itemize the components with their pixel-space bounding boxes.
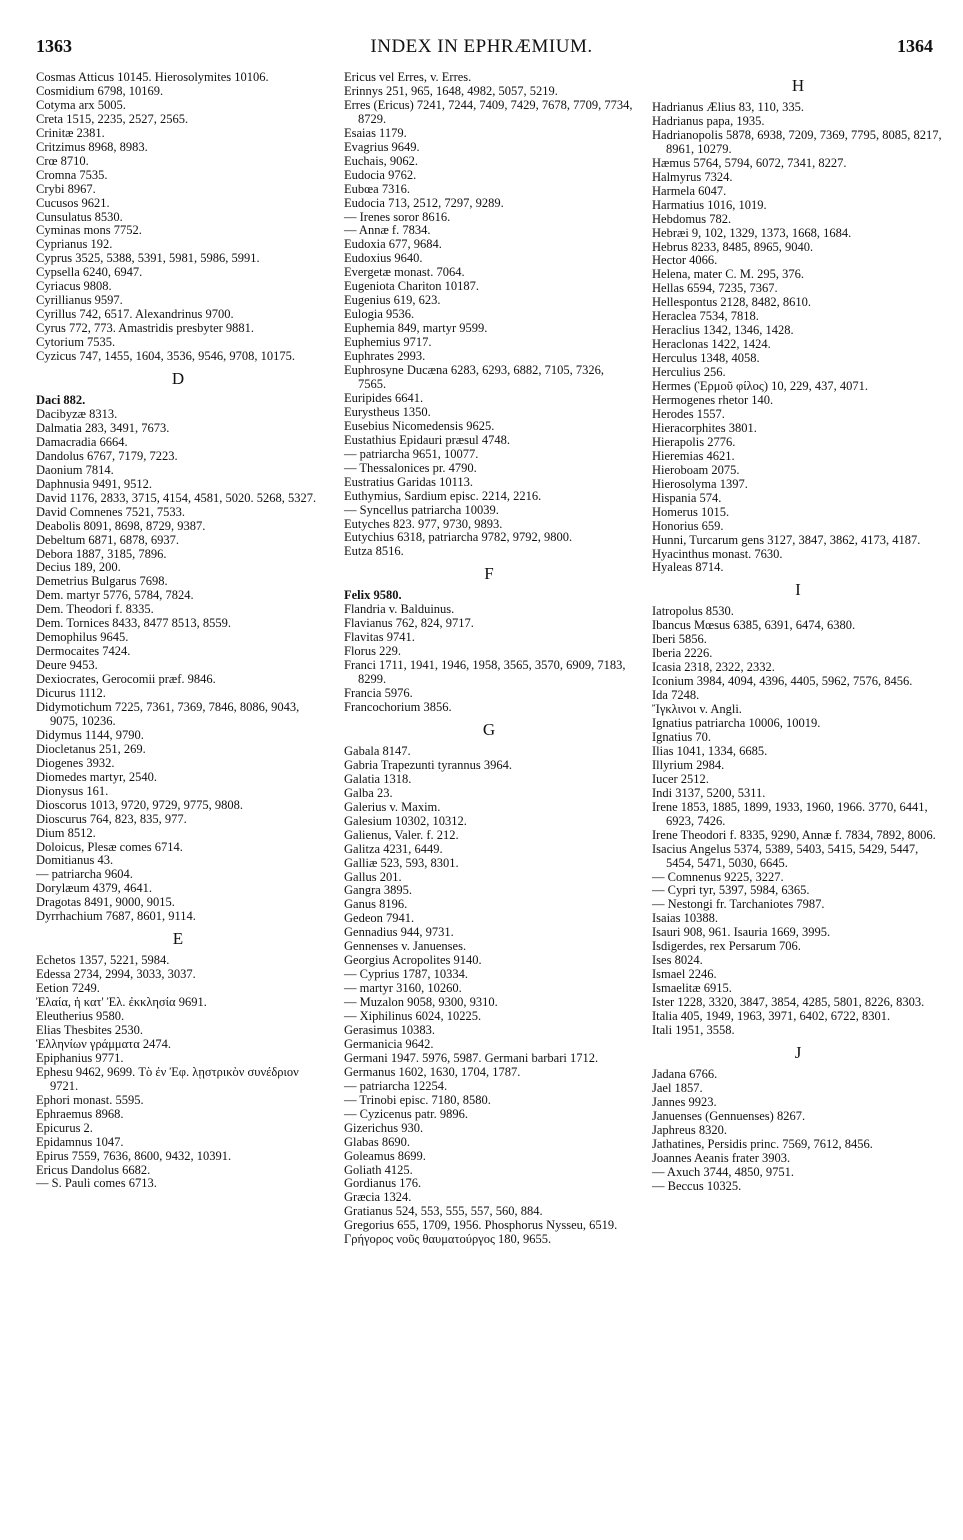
- index-entry: Crœ 8710.: [36, 153, 89, 168]
- index-entry: Iatropolus 8530.: [652, 604, 734, 619]
- index-entry: Hebdomus 782.: [652, 211, 732, 226]
- index-entry: — patriarcha 12254.: [344, 1078, 448, 1093]
- index-entry: Ἐλαία, ἡ κατ' Ἐλ. ἐκκλησία 9691.: [36, 995, 207, 1010]
- index-entry: Echetos 1357, 5221, 5984.: [36, 953, 170, 968]
- index-entry: Hæmus 5764, 5794, 6072, 7341, 8227.: [652, 155, 847, 170]
- index-entry: Helena, mater C. M. 295, 376.: [652, 267, 805, 282]
- page-title: INDEX IN EPHRÆMIUM.: [370, 36, 593, 57]
- index-entry: Demophilus 9645.: [36, 630, 129, 645]
- index-entry: Gennenses v. Januenses.: [344, 939, 467, 954]
- index-entry: Elias Thesbites 2530.: [36, 1023, 144, 1037]
- index-entry: Icasia 2318, 2322, 2332.: [652, 660, 775, 675]
- index-entry: — Muzalon 9058, 9300, 9310.: [344, 995, 498, 1010]
- index-entry: Cytorium 7535.: [36, 335, 116, 350]
- index-entry: Irene 1853, 1885, 1899, 1933, 1960, 1966. 3770, 6441, 6923, 7426.: [652, 799, 928, 828]
- index-entry: Jadana 6766.: [652, 1066, 718, 1081]
- index-entry: Ises 8024.: [652, 953, 703, 968]
- index-entry: — Annæ f. 7834.: [344, 223, 431, 238]
- index-entry: Galliæ 523, 593, 8301.: [344, 855, 459, 870]
- index-entry: Eulogia 9536.: [344, 307, 415, 322]
- index-entry: Georgius Acropolites 9140.: [344, 953, 482, 968]
- page-header: [0, 32, 963, 62]
- index-entry: Goleamus 8699.: [344, 1148, 426, 1163]
- index-entry: Harmela 6047.: [652, 183, 727, 198]
- index-entry: Eubœa 7316.: [344, 181, 410, 196]
- index-entry: Euphrates 2993.: [344, 349, 426, 364]
- index-entry: Flavianus 762, 824, 9717.: [344, 616, 474, 631]
- index-entry: Isacius Angelus 5374, 5389, 5403, 5415, 5429, 5447, 5454, 5471, 5030, 6645.: [652, 841, 919, 870]
- index-entry: Dem. martyr 5776, 5784, 7824.: [36, 588, 194, 603]
- index-entry: Euchais, 9062.: [344, 153, 418, 168]
- index-entry: — patriarcha 9651, 10077.: [344, 446, 479, 461]
- index-entry: Eleutherius 9580.: [36, 1009, 125, 1024]
- index-entry: Euripides 6641.: [344, 390, 424, 405]
- index-entry: Euthymius, Sardium episc. 2214, 2216.: [344, 488, 542, 503]
- index-entry: — S. Pauli comes 6713.: [36, 1176, 157, 1191]
- section-letter-heading: G: [482, 719, 496, 739]
- index-entry: Galesium 10302, 10312.: [344, 813, 467, 828]
- index-entry: Demetrius Bulgarus 7698.: [36, 574, 168, 589]
- section-letter-heading: F: [484, 564, 494, 584]
- index-entry: Daci 882.: [36, 393, 86, 408]
- index-entry: Diomedes martyr, 2540.: [36, 769, 158, 784]
- index-entry: Cyzicus 747, 1455, 1604, 3536, 9546, 9708, 10175.: [36, 349, 296, 364]
- index-entry: Heraclonas 1422, 1424.: [652, 337, 771, 352]
- index-entry: Harmatius 1016, 1019.: [652, 197, 767, 212]
- index-column-2: [344, 71, 634, 1247]
- index-entry: Ganus 8196.: [344, 897, 408, 912]
- index-entry: Dexiocrates, Gerocomii præf. 9846.: [36, 672, 216, 687]
- index-entry: David Comnenes 7521, 7533.: [36, 504, 185, 519]
- index-entry: Ἴγκλινοι v. Angli.: [652, 702, 742, 717]
- section-letter-heading: D: [171, 369, 185, 389]
- index-entry: Eustratius Garidas 10113.: [344, 474, 474, 489]
- index-entry: Florus 229.: [344, 644, 401, 659]
- index-entry: Epiphanius 9771.: [36, 1050, 124, 1065]
- index-entry: Herculius 256.: [652, 365, 726, 380]
- index-entry: Erinnys 251, 965, 1648, 4982, 5057, 5219.: [344, 83, 558, 98]
- index-entry: — Cyprius 1787, 10334.: [344, 967, 468, 982]
- index-entry: Halmyrus 7324.: [652, 169, 733, 184]
- index-entry: Germanicia 9642.: [344, 1036, 434, 1051]
- index-entry: Hierapolis 2776.: [652, 434, 736, 449]
- index-entry: Ephraemus 8968.: [36, 1106, 124, 1121]
- index-entry: Cyrillianus 9597.: [36, 293, 123, 308]
- index-entry: Italia 405, 1949, 1963, 3971, 6402, 6722, 8301.: [652, 1009, 891, 1024]
- index-column-1: [36, 71, 320, 1191]
- index-entry: Eugenius 619, 623.: [344, 293, 441, 308]
- index-entry: Isauri 908, 961. Isauria 1669, 3995.: [652, 925, 831, 940]
- index-entry: Irene Theodori f. 8335, 9290, Annæ f. 7834, 7892, 8006.: [652, 827, 936, 842]
- index-entry: Cunsulatus 8530.: [36, 209, 123, 224]
- index-entry: Cyprus 3525, 5388, 5391, 5981, 5986, 5991.: [36, 251, 260, 266]
- index-entry: Joannes Aeanis frater 3903.: [652, 1150, 791, 1165]
- index-entry: Dorylæum 4379, 4641.: [36, 881, 152, 896]
- index-entry: Franci 1711, 1941, 1946, 1958, 3565, 3570, 6909, 7183, 8299.: [344, 658, 626, 687]
- index-entry: Hunni, Turcarum gens 3127, 3847, 3862, 4173, 4187.: [652, 532, 921, 547]
- index-entry: Gerasimus 10383.: [344, 1023, 435, 1037]
- index-entry: Gizerichus 930.: [344, 1120, 424, 1135]
- index-entry: Hieroboam 2075.: [652, 462, 740, 477]
- index-entry: Dem. Theodori f. 8335.: [36, 602, 154, 617]
- index-entry: Indi 3137, 5200, 5311.: [652, 785, 766, 800]
- index-entry: Eutyches 823. 977, 9730, 9893.: [344, 516, 503, 531]
- index-entry: Doloicus, Plesæ comes 6714.: [36, 839, 183, 854]
- index-entry: Debeltum 6871, 6878, 6937.: [36, 532, 180, 547]
- index-entry: Eusebius Nicomedensis 9625.: [344, 418, 495, 433]
- index-entry: Diogenes 3932.: [36, 755, 115, 770]
- index-entry: Gregorius 655, 1709, 1956. Phosphorus Nysseu, 6519.: [344, 1218, 618, 1233]
- index-entry: Ephesu 9462, 9699. Τὸ ἐν Ἐφ. λῃστρικὸν συνέδριον 9721.: [36, 1064, 299, 1093]
- index-entry: Jathatines, Persidis princ. 7569, 7612, 8456.: [652, 1136, 873, 1151]
- index-entry: — Cypri tyr, 5397, 5984, 6365.: [652, 883, 810, 898]
- index-entry: — Trinobi episc. 7180, 8580.: [344, 1092, 491, 1107]
- index-entry: — Irenes soror 8616.: [344, 209, 451, 224]
- index-entry: Ignatius 70.: [652, 729, 712, 744]
- index-entry: Gratianus 524, 553, 555, 557, 560, 884.: [344, 1204, 543, 1219]
- index-entry: Honorius 659.: [652, 518, 724, 533]
- index-entry: Gordianus 176.: [344, 1176, 422, 1191]
- index-entry: Ida 7248.: [652, 688, 700, 703]
- index-entry: Iberi 5856.: [652, 632, 707, 647]
- index-entry: Critzimus 8968, 8983.: [36, 139, 148, 154]
- section-letter-heading: H: [791, 76, 805, 95]
- index-entry: Francochorium 3856.: [344, 699, 452, 714]
- index-entry: Hebrus 8233, 8485, 8965, 9040.: [652, 239, 814, 254]
- index-entry: Ignatius patriarcha 10006, 10019.: [652, 716, 821, 731]
- index-entry: Cyrus 772, 773. Amastridis presbyter 9881.: [36, 321, 255, 336]
- index-entry: — Axuch 3744, 4850, 9751.: [652, 1164, 795, 1179]
- index-entry: Eutza 8516.: [344, 544, 404, 559]
- index-entry: David 1176, 2833, 3715, 4154, 4581, 5020. 5268, 5327.: [36, 490, 317, 505]
- index-entry: Decius 189, 200.: [36, 560, 121, 575]
- index-entry: Hieremias 4621.: [652, 448, 735, 463]
- index-entry: Dicurus 1112.: [36, 686, 106, 701]
- index-entry: Euphrosyne Ducæna 6283, 6293, 6882, 7105, 7326, 7565.: [344, 363, 605, 391]
- index-entry: Cotyma arx 5005.: [36, 97, 126, 112]
- index-entry: Galatia 1318.: [344, 771, 412, 786]
- index-entry: Herodes 1557.: [652, 406, 725, 421]
- index-entry: Daphnusia 9491, 9512.: [36, 476, 152, 491]
- index-entry: Itali 1951, 3558.: [652, 1023, 735, 1037]
- index-entry: — Nestongi fr. Tarchaniotes 7987.: [652, 897, 825, 912]
- index-entry: — Comnenus 9225, 3227.: [652, 869, 784, 884]
- index-entry: Januenses (Gennuenses) 8267.: [652, 1108, 806, 1123]
- index-entry: Cyprianus 192.: [36, 237, 113, 252]
- index-entry: Dalmatia 283, 3491, 7673.: [36, 420, 170, 435]
- section-letter-heading: E: [172, 929, 184, 949]
- index-entry: Felix 9580.: [344, 588, 402, 603]
- index-entry: Græcia 1324.: [344, 1190, 412, 1205]
- index-entry: Herculus 1348, 4058.: [652, 351, 760, 366]
- index-entry: Hadrianopolis 5878, 6938, 7209, 7369, 7795, 8085, 8217, 8961, 10279.: [652, 127, 942, 156]
- index-entry: — patriarcha 9604.: [36, 867, 133, 882]
- index-entry: Goliath 4125.: [344, 1162, 413, 1177]
- index-entry: Eutychius 6318, patriarcha 9782, 9792, 9800.: [344, 530, 573, 545]
- index-entry: Homerus 1015.: [652, 504, 730, 519]
- index-entry: Isaias 10388.: [652, 911, 718, 926]
- index-entry: Francia 5976.: [344, 686, 413, 701]
- index-entry: Eudocia 713, 2512, 7297, 9289.: [344, 195, 504, 210]
- index-entry: Ephori monast. 5595.: [36, 1092, 144, 1107]
- index-entry: Eudoxia 677, 9684.: [344, 237, 442, 252]
- index-entry: Japhreus 8320.: [652, 1122, 727, 1137]
- section-letter-heading: J: [794, 1042, 802, 1062]
- index-entry: Eustathius Epidauri præsul 4748.: [344, 432, 510, 447]
- index-entry: Dioscurus 764, 823, 835, 977.: [36, 811, 187, 826]
- index-entry: Crybi 8967.: [36, 181, 96, 196]
- index-entry: Ister 1228, 3320, 3847, 3854, 4285, 5801, 8226, 8303.: [652, 995, 925, 1010]
- index-entry: Flandria v. Balduinus.: [344, 602, 455, 617]
- index-entry: Gallus 201.: [344, 869, 402, 884]
- index-entry: — Beccus 10325.: [652, 1178, 742, 1193]
- index-entry: — Syncellus patriarcha 10039.: [344, 502, 499, 517]
- index-entry: Eugeniota Chariton 10187.: [344, 279, 480, 294]
- index-entry: Eudocia 9762.: [344, 167, 417, 182]
- index-entry: Isdigerdes, rex Persarum 706.: [652, 939, 801, 954]
- index-entry: Cyrillus 742, 6517. Alexandrinus 9700.: [36, 307, 234, 322]
- index-entry: Hector 4066.: [652, 253, 718, 268]
- index-entry: Cyminas mons 7752.: [36, 223, 142, 238]
- index-entry: Epidamnus 1047.: [36, 1134, 124, 1149]
- index-entry: Dionysus 161.: [36, 783, 109, 798]
- index-entry: Germanus 1602, 1630, 1704, 1787.: [344, 1064, 521, 1079]
- index-entry: — martyr 3160, 10260.: [344, 981, 462, 996]
- index-entry: Gennadius 944, 9731.: [344, 925, 454, 940]
- index-entry: Dem. Tornices 8433, 8477 8513, 8559.: [36, 616, 232, 631]
- index-entry: Dacibyzæ 8313.: [36, 406, 118, 421]
- index-entry: Hermogenes rhetor 140.: [652, 393, 774, 408]
- index-entry: Gedeon 7941.: [344, 911, 415, 926]
- index-entry: Eurystheus 1350.: [344, 404, 431, 419]
- index-entry: Deure 9453.: [36, 658, 98, 673]
- index-entry: Gabala 8147.: [344, 743, 411, 758]
- index-entry: Hyacinthus monast. 7630.: [652, 546, 783, 561]
- index-entry: — Thessalonices pr. 4790.: [344, 460, 477, 475]
- index-entry: Daonium 7814.: [36, 462, 114, 477]
- index-entry: Hellespontus 2128, 8482, 8610.: [652, 295, 812, 310]
- index-entry: Iconium 3984, 4094, 4396, 4405, 5962, 7576, 8456.: [652, 674, 913, 689]
- index-entry: Epicurus 2.: [36, 1120, 93, 1135]
- index-entry: Debora 1887, 3185, 7896.: [36, 546, 167, 561]
- index-entry: Galienus, Valer. f. 212.: [344, 827, 459, 842]
- index-entry: Hermes (Ἑρμοῦ φίλος) 10, 229, 437, 4071.: [652, 379, 869, 394]
- index-entry: Creta 1515, 2235, 2527, 2565.: [36, 111, 189, 126]
- index-entry: Illyrium 2984.: [652, 757, 725, 772]
- index-entry: Hyaleas 8714.: [652, 560, 724, 575]
- index-entry: Ἑλληνίων γράμματα 2474.: [36, 1036, 172, 1051]
- index-entry: Hierosolyma 1397.: [652, 476, 748, 491]
- index-entry: Epirus 7559, 7636, 8600, 9432, 10391.: [36, 1148, 232, 1163]
- index-entry: Glabas 8690.: [344, 1134, 410, 1149]
- index-entry: Cypsella 6240, 6947.: [36, 265, 143, 280]
- page-number-right: 1364: [897, 36, 933, 56]
- index-entry: Cyriacus 9808.: [36, 279, 112, 294]
- index-entry: — Xiphilinus 6024, 10225.: [344, 1009, 482, 1024]
- index-entry: Gangra 3895.: [344, 883, 413, 898]
- index-entry: Cosmidium 6798, 10169.: [36, 83, 164, 98]
- index-entry: Flavitas 9741.: [344, 630, 415, 645]
- index-entry: Γρήγορος νοῦς θαυματούργος 180, 9655.: [344, 1232, 552, 1247]
- index-entry: Ibancus Mœsus 6385, 6391, 6474, 6380.: [652, 618, 856, 633]
- index-entry: Hadrianus Ælius 83, 110, 335.: [652, 100, 804, 114]
- page-number-left: 1363: [36, 36, 72, 56]
- index-entry: Dragotas 8491, 9000, 9015.: [36, 895, 175, 910]
- index-entry: Iucer 2512.: [652, 771, 709, 786]
- index-entry: Evergetæ monast. 7064.: [344, 265, 465, 280]
- index-entry: Didymotichum 7225, 7361, 7369, 7846, 8086, 9043, 9075, 10236.: [36, 699, 300, 728]
- index-entry: Ismael 2246.: [652, 967, 717, 982]
- index-entry: Dium 8512.: [36, 825, 96, 840]
- index-entry: Eudoxius 9640.: [344, 251, 423, 266]
- index-entry: Damacradia 6664.: [36, 434, 128, 449]
- index-entry: Jael 1857.: [652, 1080, 703, 1095]
- index-entry: Hadrianus papa, 1935.: [652, 113, 765, 128]
- index-entry: Heraclea 7534, 7818.: [652, 309, 759, 324]
- index-entry: Hieracorphites 3801.: [652, 420, 757, 435]
- index-entry: Erres (Ericus) 7241, 7244, 7409, 7429, 7678, 7709, 7734, 8729.: [344, 97, 633, 126]
- index-entry: Ericus vel Erres, v. Erres.: [344, 70, 472, 84]
- index-entry: Diocletanus 251, 269.: [36, 741, 146, 756]
- index-entry: Hebræi 9, 102, 1329, 1373, 1668, 1684.: [652, 225, 852, 240]
- index-entry: Esaias 1179.: [344, 125, 407, 140]
- index-entry: Cucusos 9621.: [36, 195, 110, 210]
- index-entry: Hispania 574.: [652, 490, 722, 505]
- index-entry: Deabolis 8091, 8698, 8729, 9387.: [36, 518, 206, 533]
- index-entry: Euphemia 849, martyr 9599.: [344, 321, 488, 336]
- index-entry: Ilias 1041, 1334, 6685.: [652, 743, 768, 758]
- index-entry: Cosmas Atticus 10145. Hierosolymites 10106.: [36, 70, 269, 84]
- index-entry: Heraclius 1342, 1346, 1428.: [652, 323, 794, 338]
- index-entry: — Cyzicenus patr. 9896.: [344, 1106, 468, 1121]
- index-entry: Euphemius 9717.: [344, 335, 432, 350]
- index-entry: Cromna 7535.: [36, 167, 108, 182]
- index-entry: Eetion 7249.: [36, 981, 100, 996]
- index-entry: Evagrius 9649.: [344, 139, 420, 154]
- index-entry: Galerius v. Maxim.: [344, 799, 441, 814]
- index-column-3: [652, 71, 944, 1194]
- index-entry: Germani 1947. 5976, 5987. Germani barbari 1712.: [344, 1050, 599, 1065]
- index-entry: Dermocaites 7424.: [36, 644, 131, 659]
- section-letter-heading: I: [795, 580, 801, 600]
- index-entry: Didymus 1144, 9790.: [36, 727, 144, 742]
- index-entry: Galitza 4231, 6449.: [344, 841, 443, 856]
- index-entry: Galba 23.: [344, 785, 393, 800]
- index-entry: Dioscorus 1013, 9720, 9729, 9775, 9808.: [36, 797, 243, 812]
- index-entry: Gabria Trapezunti tyrannus 3964.: [344, 757, 513, 772]
- index-entry: Iberia 2226.: [652, 646, 713, 661]
- index-entry: Edessa 2734, 2994, 3033, 3037.: [36, 967, 196, 982]
- index-entry: Crinitæ 2381.: [36, 125, 105, 140]
- index-entry: Domitianus 43.: [36, 853, 114, 868]
- index-entry: Jannes 9923.: [652, 1094, 717, 1109]
- index-entry: Ericus Dandolus 6682.: [36, 1162, 151, 1177]
- index-entry: Ismaelitæ 6915.: [652, 981, 732, 996]
- index-entry: Dandolus 6767, 7179, 7223.: [36, 448, 178, 463]
- index-entry: Hellas 6594, 7235, 7367.: [652, 281, 778, 296]
- index-entry: Dyrrhachium 7687, 8601, 9114.: [36, 909, 196, 924]
